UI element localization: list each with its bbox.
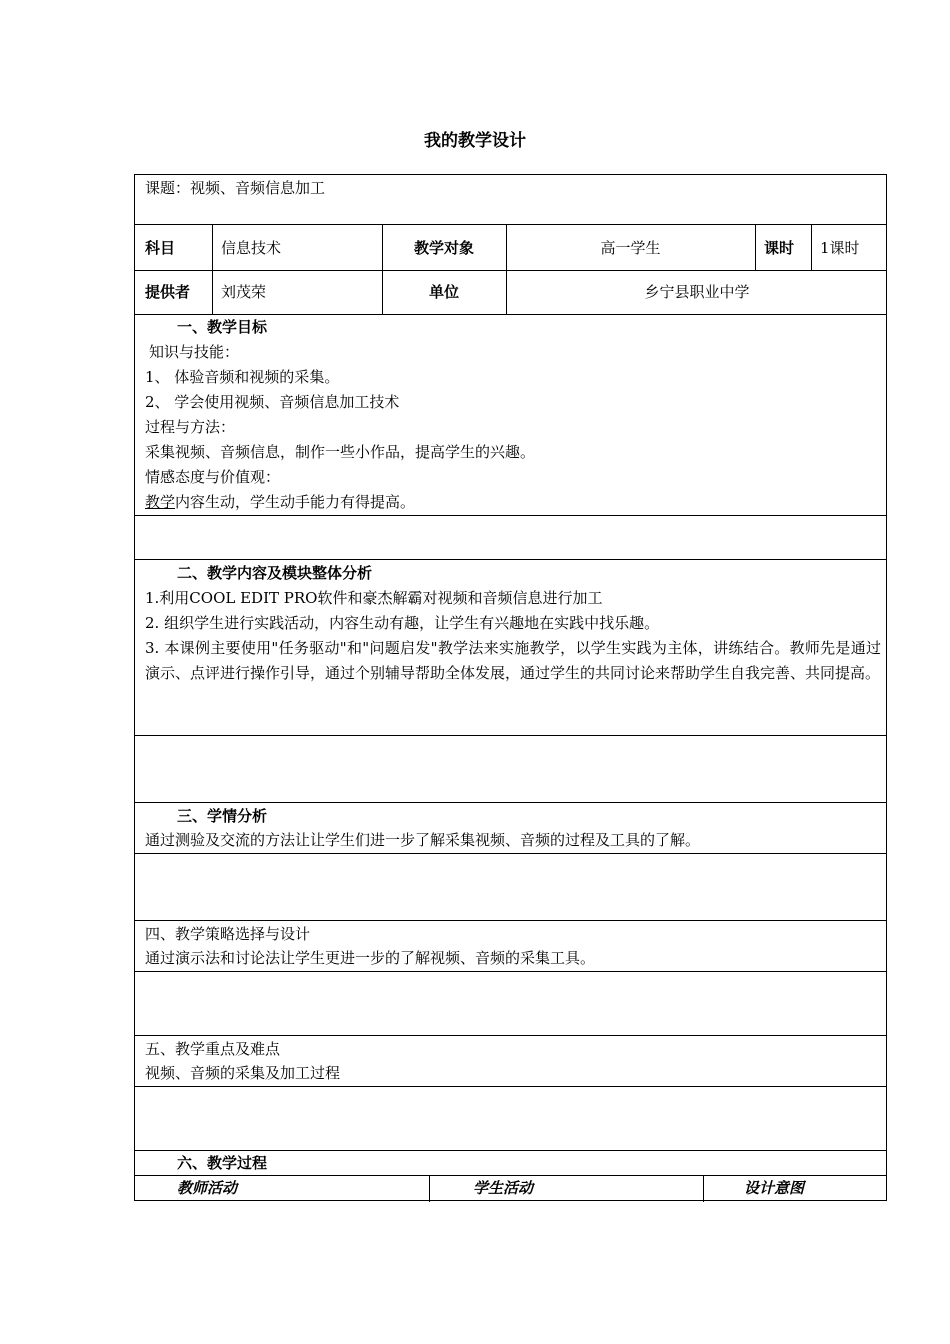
goal-item-1: 1、 体验音频和视频的采集。 — [145, 368, 340, 386]
provider-label: 提供者 — [145, 283, 191, 301]
audience-label: 教学对象 — [413, 239, 474, 257]
provider-value: 刘茂荣 — [221, 283, 267, 301]
col-teacher: 教师活动 — [177, 1179, 238, 1197]
audience-value: 高一学生 — [600, 239, 661, 257]
col-student: 学生活动 — [473, 1179, 534, 1197]
strategy-text: 通过演示法和讨论法让学生更进一步的了解视频、音频的采集工具。 — [145, 949, 596, 967]
keypoints-text: 视频、音频的采集及加工过程 — [145, 1064, 341, 1082]
strategy-heading: 四、教学策略选择与设计 — [145, 925, 311, 943]
hours-value: 1课时 — [820, 239, 860, 257]
lesson-plan-table — [134, 174, 887, 1201]
knowledge-label: 知识与技能： — [149, 343, 240, 361]
hours-label: 课时 — [764, 239, 795, 257]
goal-item-2: 2、 学会使用视频、音频信息加工技术 — [145, 393, 400, 411]
procedure-heading: 六、教学过程 — [177, 1154, 268, 1172]
content-line-1: 1.利用COOL EDIT PRO软件和豪杰解霸对视频和音频信息进行加工 — [145, 589, 603, 607]
page-title: 我的教学设计 — [424, 131, 526, 151]
subject-label: 科目 — [145, 239, 176, 257]
content-heading: 二、教学内容及模块整体分析 — [177, 564, 373, 582]
goals-heading: 一、教学目标 — [177, 318, 268, 336]
keypoints-heading: 五、教学重点及难点 — [145, 1040, 281, 1058]
attitude-rest: 内容生动，学生动手能力有得提高。 — [175, 493, 416, 511]
unit-label: 单位 — [428, 283, 459, 301]
topic: 课题：视频、音频信息加工 — [145, 179, 326, 197]
learner-heading: 三、学情分析 — [177, 807, 268, 825]
learner-text: 通过测验及交流的方法让让学生们进一步了解采集视频、音频的过程及工具的了解。 — [145, 831, 701, 849]
content-line-2: 2. 组织学生进行实践活动，内容生动有趣，让学生有兴趣地在实践中找乐趣。 — [145, 614, 660, 632]
col-intent: 设计意图 — [744, 1179, 805, 1197]
process-label: 过程与方法： — [145, 418, 236, 436]
attitude-text — [145, 490, 415, 514]
attitude-label: 情感态度与价值观： — [145, 468, 281, 486]
subject-value: 信息技术 — [221, 239, 282, 257]
content-line-3: 3. 本课例主要使用"任务驱动"和"问题启发"教学法来实施教学，以学生实践为主体，讲练结合。教师先是通过演示、点评进行操作引导，通过个别辅导帮助全体发展，通过学生的共同讨论来帮助学生自我完善、共同提高。 — [145, 639, 881, 682]
attitude-underlined: 教学 — [145, 493, 176, 511]
process-text: 采集视频、音频信息，制作一些小作品，提高学生的兴趣。 — [145, 443, 536, 461]
unit-value: 乡宁县职业中学 — [644, 283, 750, 301]
